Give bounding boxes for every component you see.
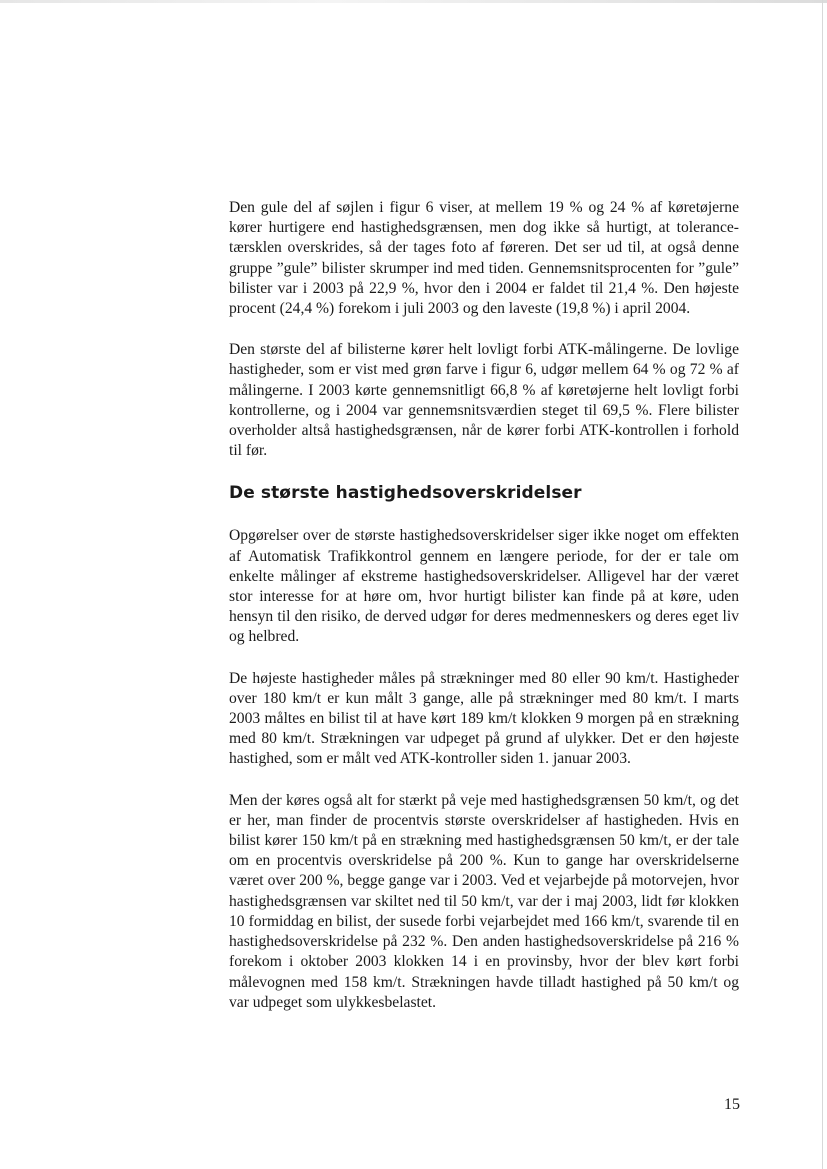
page-body: [229, 198, 739, 1034]
section-heading: De største hastighedsoverskridelser: [229, 483, 582, 504]
paragraph-percent-overruns: Men der køres også alt for stærkt på veje med hastighedsgrænsen 50 km/t, og det er her, man finder de procentvis største overskridelser af hastigheden. Hvis en bilist kører 150 km/t på en strækning med hastighedsgrænsen 50 km/t, er der tale om en procentvis overskridelse på 200 %. Kun to gange har overskridelserne været over 200 %, begge gange var i 2003. Ved et vejarbejde på motorvejen, hvor hastighedsgrænsen var skiltet ned til 50 km/t, var der i maj 2003, lidt før klokken 10 formiddag en bilist, der susede forbi vejarbejdet med 166 km/t, svarende til en hastighedsoverskridelse på 232 %. Den anden hastighedsoverskridelse på 216 % forekom i oktober 2003 klokken 14 i en provinsby, hvor der blev kørt forbi målevognen med 158 km/t. Strækningen havde tilladt hastighed på 50 km/t og var udpeget som ulykkesbelastet.: [229, 791, 739, 1011]
scan-edge-right: [822, 0, 823, 1169]
paragraph-highest-speeds: De højeste hastigheder måles på strækninger med 80 eller 90 km/t. Hastigheder over 180 km/t er kun målt 3 gange, alle på strækninger med 80 km/t. I marts 2003 måltes en bilist til at have kørt 189 km/t klokken 9 morgen på en strækning med 80 km/t. Strækningen var udpeget på grund af ulykker. Det er den højeste hastighed, som er målt ved ATK-kontroller siden 1. januar 2003.: [229, 669, 739, 768]
scan-edge: [0, 0, 827, 3]
paragraph-legal-share: Den største del af bilisterne kører helt lovligt forbi ATK-målingerne. De lovlige hastigheder, som er vist med grøn farve i figur 6, udgør mellem 64 % og 72 % af målingerne. I 2003 kørte gennemsnitligt 66,8 % af køretøjerne helt lovligt forbi kontrollerne, og i 2004 var gennemsnitsværdien steget til 69,5 %. Flere bilister overholder altså hastighedsgrænsen, når de kører forbi ATK-kontrollen i forhold til før.: [229, 341, 739, 460]
paragraph-yellow-share: Den gule del af søjlen i figur 6 viser, at mellem 19 % og 24 % af køretøjerne kører hurtigere end hastighedsgrænsen, men dog ikke så hurtigt, at tolerancetærsklen overskrides, så der tages foto af føreren. Det ser ud til, at også denne gruppe ”gule” bilister skrumper ind med tiden. Gennemsnitsprocenten for ”gule” bilister var i 2003 på 22,9 %, hvor den i 2004 er faldet til 21,4 %. Den højeste procent (24,4 %) forekom i juli 2003 og den laveste (19,8 %) i april 2004.: [229, 199, 739, 318]
page-number: 15: [724, 1096, 740, 1113]
paragraph-overview: Opgørelser over de største hastighedsoverskridelser siger ikke noget om effekten af Automatisk Trafikkontrol gennem en længere periode, for der er tale om enkelte målinger af ekstreme hastighedsoverskridelser. Alligevel har der været stor interesse for at høre om, hvor hurtigt bilister kan finde på at køre, uden hensyn til den risiko, de derved udgør for deres medmenneskers og deres eget liv og helbred.: [229, 527, 739, 646]
